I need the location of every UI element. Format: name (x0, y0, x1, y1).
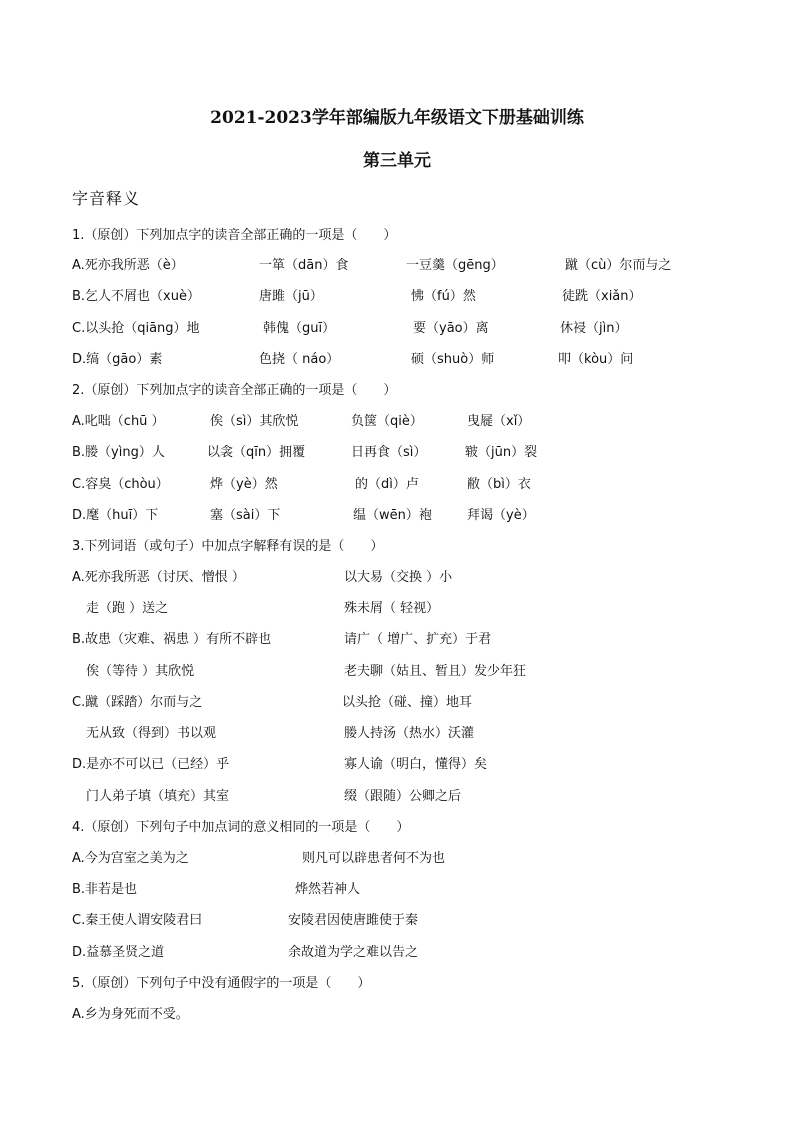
q1-d-item: 叩（kòu）问 (558, 352, 634, 367)
q4-item: C.秦王使人谓安陵君曰 (72, 913, 203, 928)
q1-c-item: 韩傀（guī） (263, 321, 336, 336)
q2-c-item: 敝（bì）衣 (467, 477, 531, 492)
q2-d-item: D.麾（huī）下 (72, 508, 159, 523)
q3-item: 老夫聊（姑且、暂且）发少年狂 (344, 664, 527, 679)
q5-option-a: A.乡为身死而不受。 (72, 1007, 189, 1022)
q2-a-item: 负箧（qiè） (351, 414, 423, 429)
q2-a-item: A.叱咄（chū ） (72, 414, 165, 429)
q2-b-item: B.媵（yìng）人 (72, 445, 165, 460)
q2-d-item: 拜谒（yè） (467, 508, 535, 523)
q3-item: 殊未屑（ 轻视） (344, 601, 440, 616)
q4-item: 余故道为学之难以告之 (288, 945, 419, 960)
q1-d-item: 色挠（ náo） (259, 352, 340, 367)
question-1-stem: 1.（原创）下列加点字的读音全部正确的一项是（ ） (72, 228, 397, 243)
q1-c-item: 休祲（jìn） (560, 321, 628, 336)
q1-c-item: 要（yāo）离 (413, 321, 489, 336)
q1-b-item: B.乞人不屑也（xuè） (72, 289, 200, 304)
question-5-stem: 5.（原创）下列句子中没有通假字的一项是（ ） (72, 976, 371, 991)
q4-item: 则凡可以辟患者何不为也 (302, 851, 446, 866)
question-2-stem: 2.（原创）下列加点字的读音全部正确的一项是（ ） (72, 383, 397, 398)
q2-b-item: 皲（jūn）裂 (465, 445, 538, 460)
q2-c-item: 烨（yè）然 (210, 477, 278, 492)
q4-item: B.非若是也 (72, 882, 138, 897)
q4-item: 烨然若神人 (295, 882, 361, 897)
q2-b-item: 以衾（qīn）拥覆 (207, 445, 306, 460)
document-subtitle: 第三单元 (363, 151, 431, 171)
q3-item: 无从致（得到）书以观 (86, 726, 217, 741)
q3-item: B.故患（灾难、祸患 ）有所不辟也 (72, 632, 272, 647)
q3-item: C.蹴（踩踏）尔而与之 (72, 695, 203, 710)
q3-item: 以大易（交换 ）小 (344, 570, 453, 585)
q1-b-item: 怫（fú）然 (411, 289, 476, 304)
q3-item: 请广（ 增广、扩充）于君 (344, 632, 492, 647)
q2-c-item: C.容臭（chòu） (72, 477, 169, 492)
q3-item: D.是亦不可以已（已经）乎 (72, 757, 230, 772)
section-heading: 字音释义 (72, 189, 141, 208)
q1-d-item: 硕（shuò）师 (411, 352, 495, 367)
q1-a-item: A.死亦我所恶（è） (72, 258, 184, 273)
q1-a-item: 蹴（cù）尔而与之 (565, 258, 672, 273)
q3-item: 缀（跟随）公卿之后 (344, 789, 462, 804)
q2-c-item: 的（dì）卢 (355, 477, 419, 492)
q3-item: 以头抢（碰、撞）地耳 (342, 695, 473, 710)
q1-a-item: 一箪（dān）食 (259, 258, 349, 273)
q2-a-item: 曳屣（xǐ） (467, 414, 531, 429)
q2-b-item: 日再食（sì） (351, 445, 427, 460)
q1-b-item: 徒跣（xiǎn） (562, 289, 642, 304)
q3-item: A.死亦我所恶（讨厌、憎恨 ） (72, 570, 245, 585)
document-title: 2021-2023学年部编版九年级语文下册基础训练 (210, 108, 584, 128)
q3-item: 门人弟子填（填充）其室 (86, 789, 230, 804)
q3-item: 寡人谕（明白，懂得）矣 (344, 757, 488, 772)
q2-d-item: 塞（sài）下 (210, 508, 281, 523)
q3-item: 媵人持汤（热水）沃灌 (344, 726, 475, 741)
q1-d-item: D.缟（gāo）素 (72, 352, 163, 367)
q3-item: 俟（等待 ）其欣悦 (86, 664, 195, 679)
q2-a-item: 俟（sì）其欣悦 (210, 414, 299, 429)
q1-c-item: C.以头抢（qiāng）地 (72, 321, 200, 336)
q4-item: A.今为宫室之美为之 (72, 851, 189, 866)
q1-b-item: 唐雎（jū） (259, 289, 323, 304)
q4-item: 安陵君因使唐雎使于秦 (288, 913, 419, 928)
q1-a-item: 一豆羹（gēng） (406, 258, 504, 273)
question-3-stem: 3.下列词语（或句子）中加点字解释有误的是（ ） (72, 539, 384, 554)
q3-item: 走（跑 ）送之 (86, 601, 169, 616)
q2-d-item: 缊（wēn）袍 (353, 508, 432, 523)
q4-item: D.益慕圣贤之道 (72, 945, 165, 960)
question-4-stem: 4.（原创）下列句子中加点词的意义相同的一项是（ ） (72, 820, 410, 835)
